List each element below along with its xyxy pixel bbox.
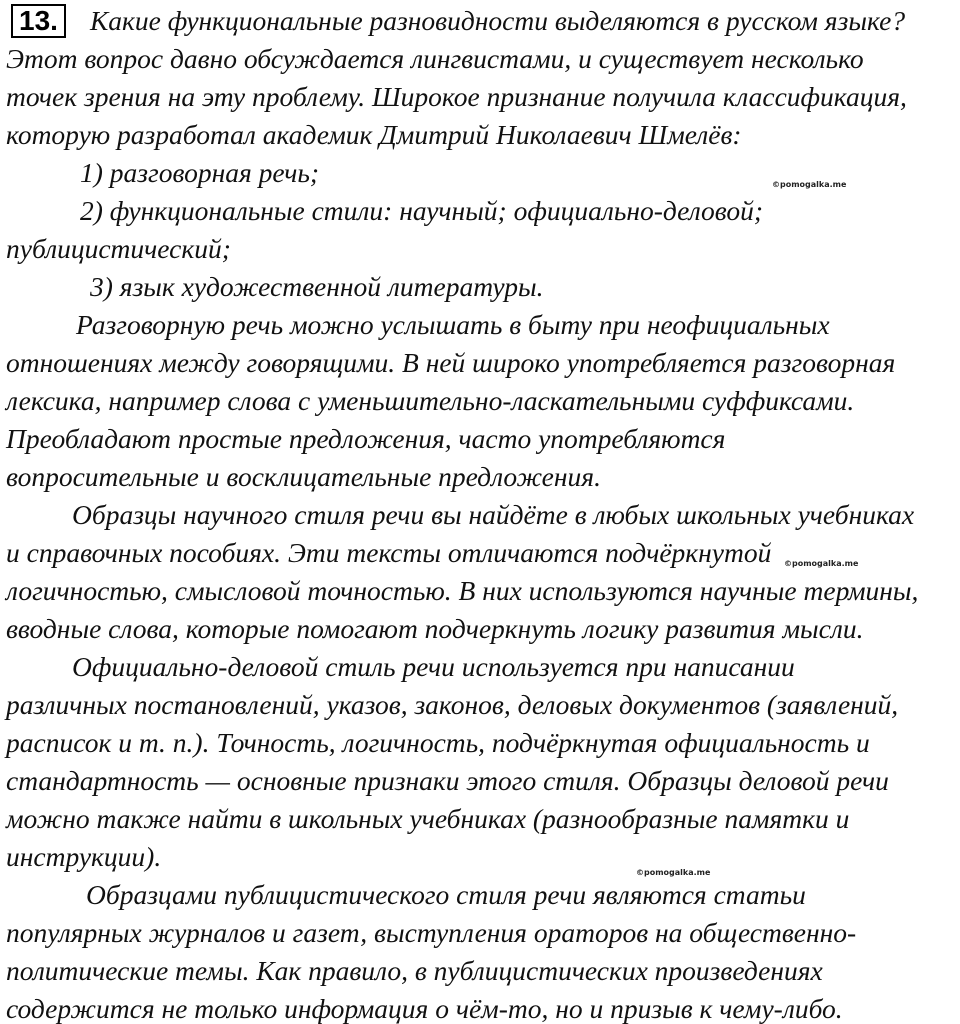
text-line: и справочных пособиях. Эти тексты отличаются подчёркнутой (6, 537, 772, 568)
watermark: ©pomogalka.me (772, 180, 847, 189)
list-item: 3) язык художественной литературы. (90, 271, 544, 302)
text-line: Официально-деловой стиль речи используется при написании (72, 651, 795, 682)
text-line: стандартность — основные признаки этого стиля. Образцы деловой речи (6, 765, 889, 796)
text-line: Разговорную речь можно услышать в быту при неофициальных (76, 309, 830, 340)
text-line: расписок и т. п.). Точность, логичность, подчёркнутая официальность и (6, 727, 870, 758)
text-line: Образцы научного стиля речи вы найдёте в любых школьных учебниках (72, 499, 915, 530)
text-line: Этот вопрос давно обсуждается лингвистами, и существует несколько (6, 43, 864, 74)
watermark: ©pomogalka.me (784, 559, 859, 568)
text-line: логичностью, смысловой точностью. В них используются научные термины, (6, 575, 919, 606)
text-line: популярных журналов и газет, выступления ораторов на общественно- (6, 917, 857, 948)
text-line: политические темы. Как правило, в публицистических произведениях (6, 955, 823, 986)
text-line: Какие функциональные разновидности выделяются в русском языке? (90, 5, 906, 36)
list-item: 2) функциональные стили: научный; официально-деловой; (80, 195, 764, 226)
text-line: отношениях между говорящими. В ней широко употребляется разговорная (6, 347, 896, 378)
text-line: различных постановлений, указов, законов, деловых документов (заявлений, (6, 689, 899, 720)
text-line: лексика, например слова с уменьшительно-ласкательными суффиксами. (6, 385, 855, 416)
text-line: Преобладают простые предложения, часто употребляются (6, 423, 726, 454)
text-line: точек зрения на эту проблему. Широкое признание получила классификация, (6, 81, 907, 112)
text-line: вводные слова, которые помогают подчеркнуть логику развития мысли. (6, 613, 864, 644)
text-line: инструкции). (6, 841, 162, 872)
text-line: содержится не только информация о чём-то, но и призыв к чему-либо. (6, 993, 843, 1024)
list-item: 1) разговорная речь; (80, 157, 320, 188)
text-line: можно также найти в школьных учебниках (разнообразные памятки и (6, 803, 850, 834)
watermark: ©pomogalka.me (636, 868, 711, 877)
text-line: публицистический; (6, 233, 231, 264)
text-line: вопросительные и восклицательные предложения. (6, 461, 601, 492)
text-line: которую разработал академик Дмитрий Николаевич Шмелёв: (6, 119, 742, 150)
exercise-number: 13. (11, 4, 66, 38)
text-line: Образцами публицистического стиля речи являются статьи (86, 879, 806, 910)
